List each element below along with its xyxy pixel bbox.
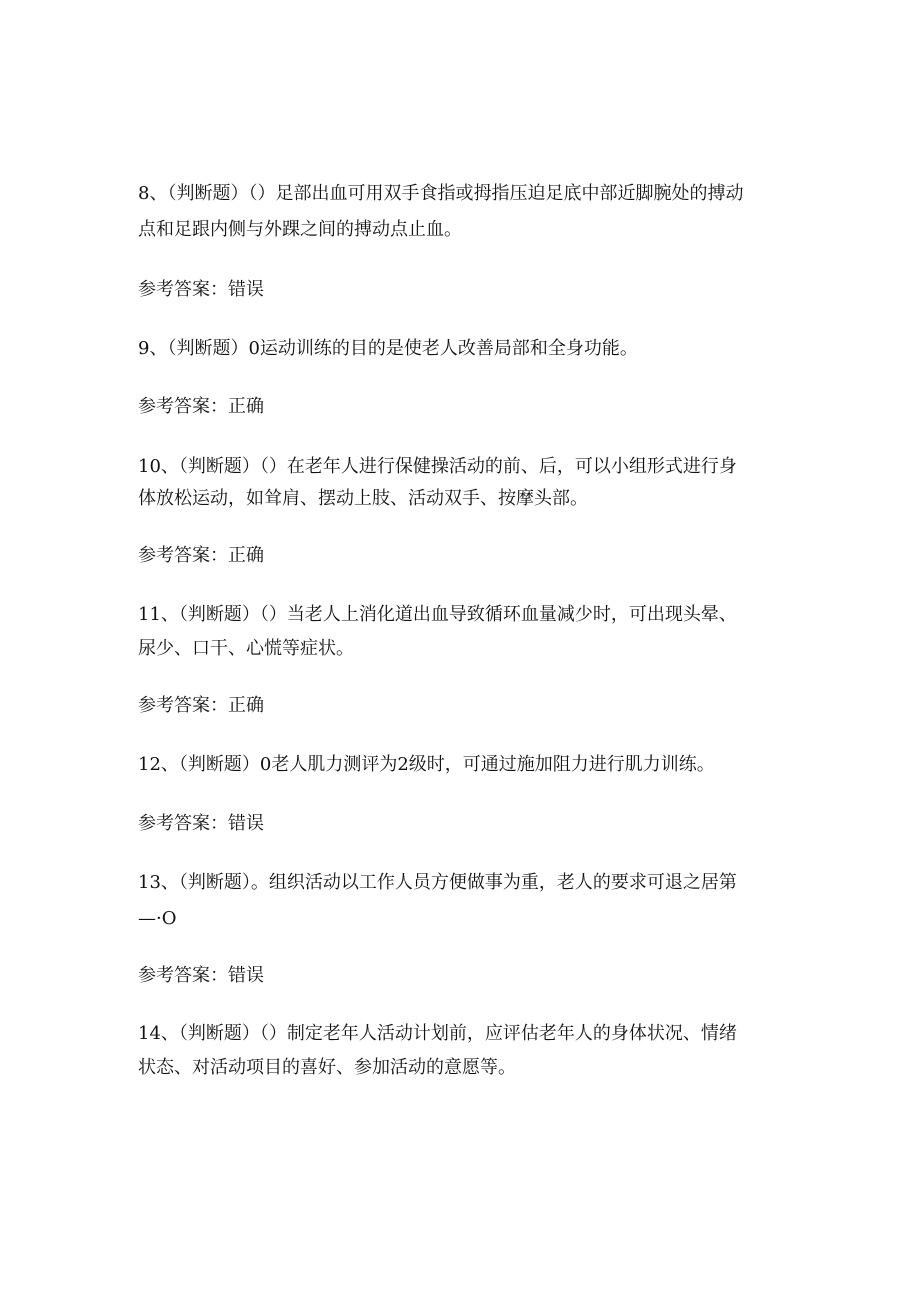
question-11-line-1: 11、（判断题）（）当老人上消化道出血导致循环血量减少时，可出现头晕、 bbox=[138, 604, 737, 625]
question-13-line-1: 13、（判断题）。组织活动以工作人员方便做事为重，老人的要求可退之居第 bbox=[138, 872, 737, 893]
question-11-answer: 参考答案：正确 bbox=[138, 695, 264, 716]
question-9-answer: 参考答案：正确 bbox=[138, 396, 264, 417]
question-12-line-1: 12、（判断题）0老人肌力测评为2级时，可通过施加阻力进行肌力训练。 bbox=[138, 754, 715, 775]
question-8-answer: 参考答案：错误 bbox=[138, 279, 264, 300]
question-9-line-1: 9、（判断题）0运动训练的目的是使老人改善局部和全身功能。 bbox=[138, 338, 638, 359]
question-8-line-1: 8、（判断题）（）足部出血可用双手食指或拇指压迫足底中部近脚腕处的搏动 bbox=[138, 183, 744, 204]
question-13-line-2: —·O bbox=[138, 908, 177, 929]
question-10-answer: 参考答案：正确 bbox=[138, 545, 264, 566]
question-13-answer: 参考答案：错误 bbox=[138, 965, 264, 986]
question-14-line-1: 14、（判断题）（）制定老年人活动计划前，应评估老年人的身体状况、情绪 bbox=[138, 1023, 737, 1044]
question-8-line-2: 点和足跟内侧与外踝之间的搏动点止血。 bbox=[138, 219, 462, 240]
question-10-line-2: 体放松运动，如耸肩、摆动上肢、活动双手、按摩头部。 bbox=[138, 488, 588, 509]
question-10-line-1: 10、（判断题）（）在老年人进行保健操活动的前、后，可以小组形式进行身 bbox=[138, 456, 737, 477]
question-14-line-2: 状态、对活动项目的喜好、参加活动的意愿等。 bbox=[138, 1057, 516, 1078]
question-11-line-2: 尿少、口干、心慌等症状。 bbox=[138, 638, 354, 659]
question-12-answer: 参考答案：错误 bbox=[138, 813, 264, 834]
